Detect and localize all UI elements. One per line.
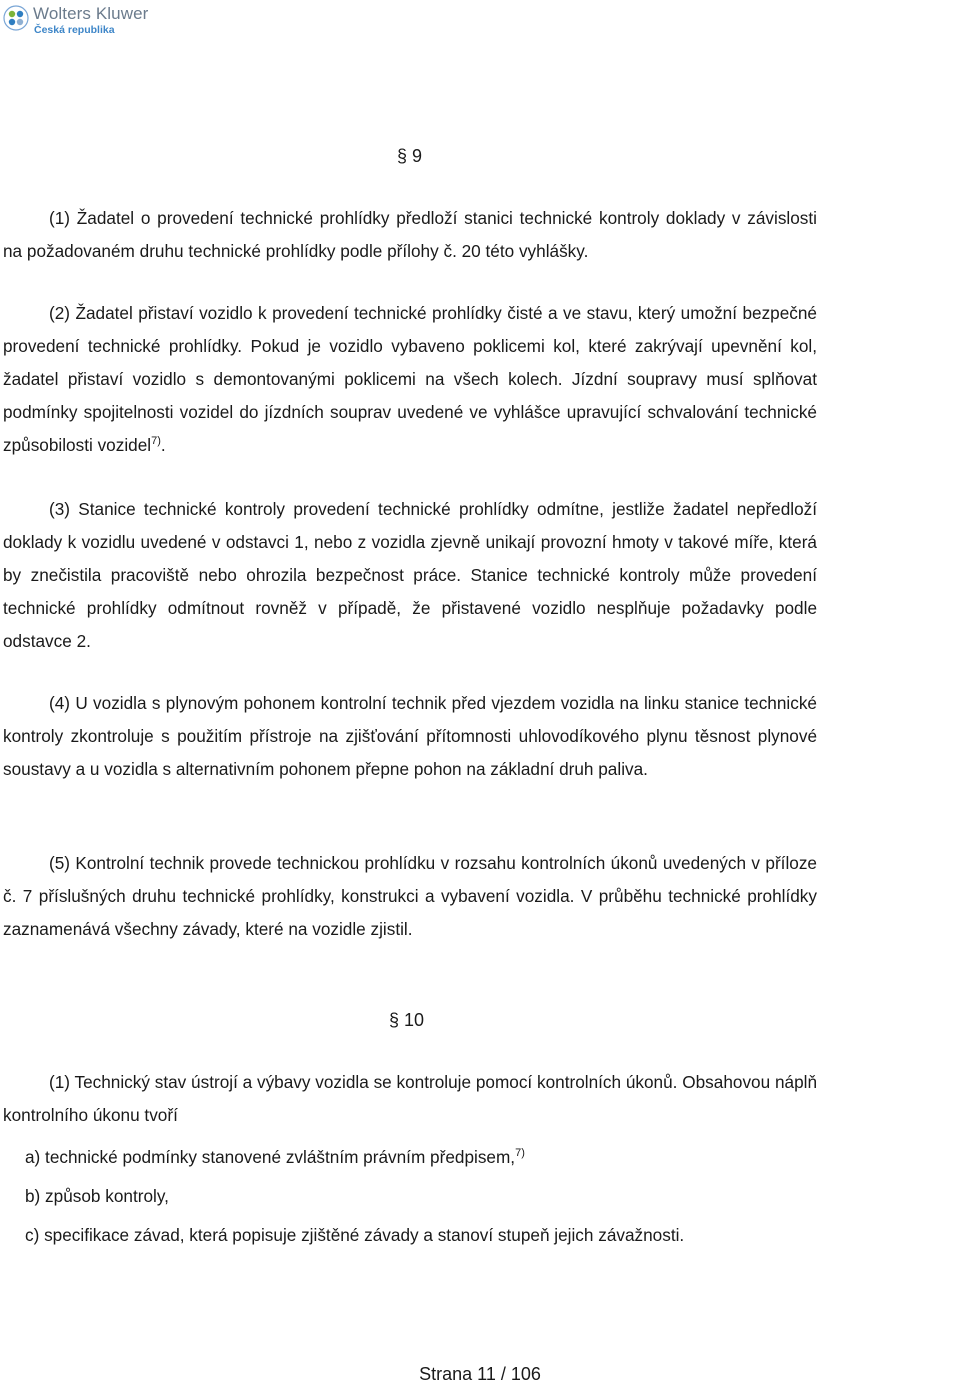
publisher-logo — [3, 3, 149, 37]
footnote-ref-7: 7) — [151, 435, 161, 447]
paragraph-10-1: (1) Technický stav ústrojí a výbavy vozidla se kontroluje pomocí kontrolních úkonů. Obsahovou náplň kontrolního úkonu tvoří — [3, 1072, 817, 1125]
paragraph-9-5: (5) Kontrolní technik provede technickou prohlídku v rozsahu kontrolních úkonů uvedených v příloze č. 7 příslušných druhu technické prohlídky, konstrukci a vybavení vozidla. V průběhu technické prohlídky zaznamenává všechny závady, které na vozidle zjistil. — [3, 853, 817, 939]
page-number: Strana 11 / 106 — [419, 1364, 541, 1384]
paragraph-9-3: (3) Stanice technické kontroly provedení technické prohlídky odmítne, jestliže žadatel nepředloží doklady k vozidlu uvedené v odstavci 1, nebo z vozidla zjevně unikají provozní hmoty v takové míře, která by znečistila pracoviště nebo ohrozila bezpečnost práce. Stanice technické kontroly může provedení technické prohlídky odmítnout rovněž v případě, že přistavené vozidlo nesplňuje požadavky podle odstavce 2. — [3, 499, 817, 651]
section-heading-9: § 9 — [397, 146, 423, 166]
footnote-ref-7: 7) — [515, 1147, 525, 1159]
list-item-a — [25, 1145, 817, 1169]
list-item-a-text: a) technické podmínky stanovené zvláštním právním předpisem, — [25, 1147, 516, 1167]
wolters-kluwer-icon — [3, 5, 29, 31]
paragraph-9-2 — [3, 297, 817, 462]
logo-subtitle: Česká republika — [34, 24, 115, 36]
paragraph-9-1: (1) Žadatel o provedení technické prohlídky předloží stanici technické kontroly doklady v závislosti na požadovaném druhu technické prohlídky podle přílohy č. 20 této vyhlášky. — [3, 208, 817, 261]
list-item-b: b) způsob kontroly, — [25, 1186, 169, 1206]
paragraph-9-2-end: . — [160, 435, 166, 455]
section-heading-10: § 10 — [389, 1010, 425, 1030]
logo-brand: Wolters Kluwer — [33, 4, 149, 23]
paragraph-9-4: (4) U vozidla s plynovým pohonem kontrolní technik před vjezdem vozidla na linku stanice technické kontroly zkontroluje s použitím přístroje na zjišťování přítomnosti uhlovodíkového plynu těsnost plynové soustavy a u vozidla s alternativním pohonem přepne pohon na základní druh paliva. — [3, 693, 817, 779]
list-item-c: c) specifikace závad, která popisuje zjištěné závady a stanoví stupeň jejich závažnosti. — [25, 1225, 685, 1245]
paragraph-9-2-text: (2) Žadatel přistaví vozidlo k provedení technické prohlídky čisté a ve stavu, který umožní bezpečné provedení technické prohlídky. Pokud je vozidlo vybaveno poklicemi kol, které zakrývají upevnění kol, žadatel přistaví vozidlo s demontovanými poklicemi na všech kolech. Jízdní soupravy musí splňovat podmínky spojitelnosti vozidel do jízdních souprav uvedené ve vyhlášce upravující schvalování technické způsobilosti vozidel — [3, 303, 817, 455]
